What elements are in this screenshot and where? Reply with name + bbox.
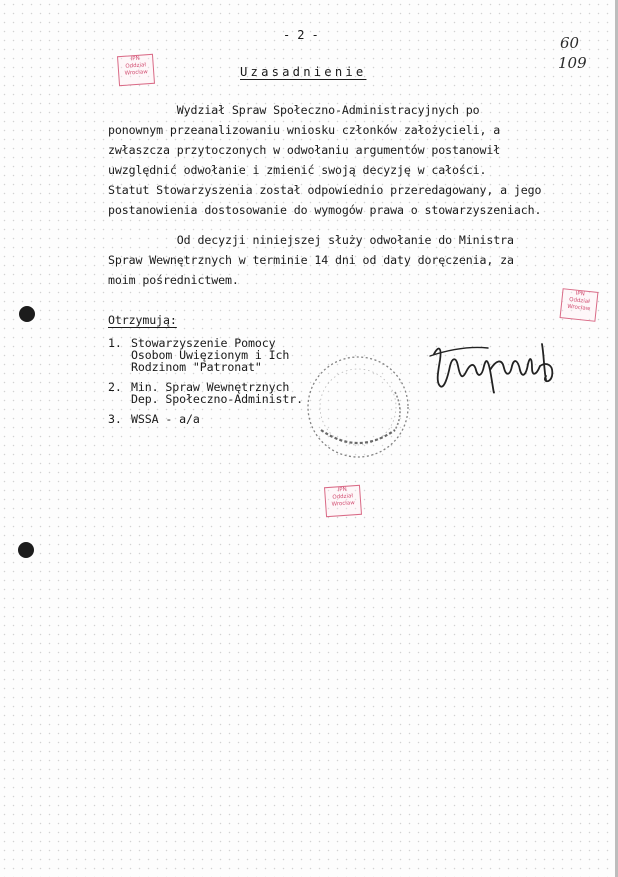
stamp-line: Wrocław bbox=[331, 500, 355, 508]
punch-hole-top bbox=[19, 306, 35, 322]
justification-line: postanowienia dostosowanie do wymogów prawa o stowarzyszeniach. bbox=[108, 203, 542, 217]
justification-line: uwzględnić odwołanie i zmienić swoją decyzję w całości. bbox=[108, 163, 487, 177]
stamp-line: Oddział bbox=[332, 493, 354, 501]
appeal-line: Od decyzji niniejszej służy odwołanie do Ministra bbox=[108, 233, 514, 247]
appeal-line: Spraw Wewnętrznych w terminie 14 dni od daty doręczenia, za bbox=[108, 253, 514, 267]
handwritten-signature bbox=[428, 336, 568, 398]
official-seal bbox=[303, 352, 413, 462]
archive-stamp bbox=[324, 485, 362, 517]
stamp-line: IPN bbox=[337, 486, 347, 494]
recipient-line: Stowarzyszenie Pomocy bbox=[131, 336, 276, 350]
justification-line: Wydział Spraw Społeczno-Administracyjnych po bbox=[108, 103, 480, 117]
recipient-number: 3. bbox=[108, 412, 122, 426]
recipient-line: Rodzinom "Patronat" bbox=[131, 360, 262, 374]
stamp-line: Wrocław bbox=[124, 69, 148, 77]
recipient-line: Osobom Uwięzionym i Ich bbox=[131, 348, 290, 362]
justification-line: Statut Stowarzyszenia został odpowiednio przeredagowany, a jego bbox=[108, 183, 542, 197]
stamp-line: Oddział bbox=[568, 296, 591, 306]
appeal-line: moim pośrednictwem. bbox=[108, 273, 239, 287]
recipient-number: 1. bbox=[108, 336, 122, 350]
stamp-line: IPN bbox=[130, 55, 140, 63]
recipients-heading: Otrzymują: bbox=[108, 313, 177, 327]
archive-folio: 60 bbox=[560, 34, 580, 52]
stamp-line: IPN bbox=[575, 290, 585, 298]
archive-sheet: 109 bbox=[558, 54, 587, 72]
page-number: - 2 - bbox=[283, 28, 319, 42]
justification-line: ponownym przeanalizowaniu wniosku członków założycieli, a bbox=[108, 123, 501, 137]
punch-hole-bottom bbox=[18, 542, 34, 558]
archive-stamp bbox=[117, 54, 155, 86]
archive-stamp bbox=[560, 288, 599, 322]
recipient-line: Min. Spraw Wewnętrznych bbox=[131, 380, 290, 394]
recipient-line: Dep. Społeczno-Administr. bbox=[131, 392, 304, 406]
justification-line: zwłaszcza przytoczonych w odwołaniu argumentów postanowił bbox=[108, 143, 501, 157]
stamp-line: Wrocław bbox=[566, 303, 591, 313]
stamp-line: Oddział bbox=[125, 62, 147, 70]
section-title: Uzasadnienie bbox=[240, 65, 367, 79]
recipient-line: WSSA - a/a bbox=[131, 412, 200, 426]
recipient-number: 2. bbox=[108, 380, 122, 394]
